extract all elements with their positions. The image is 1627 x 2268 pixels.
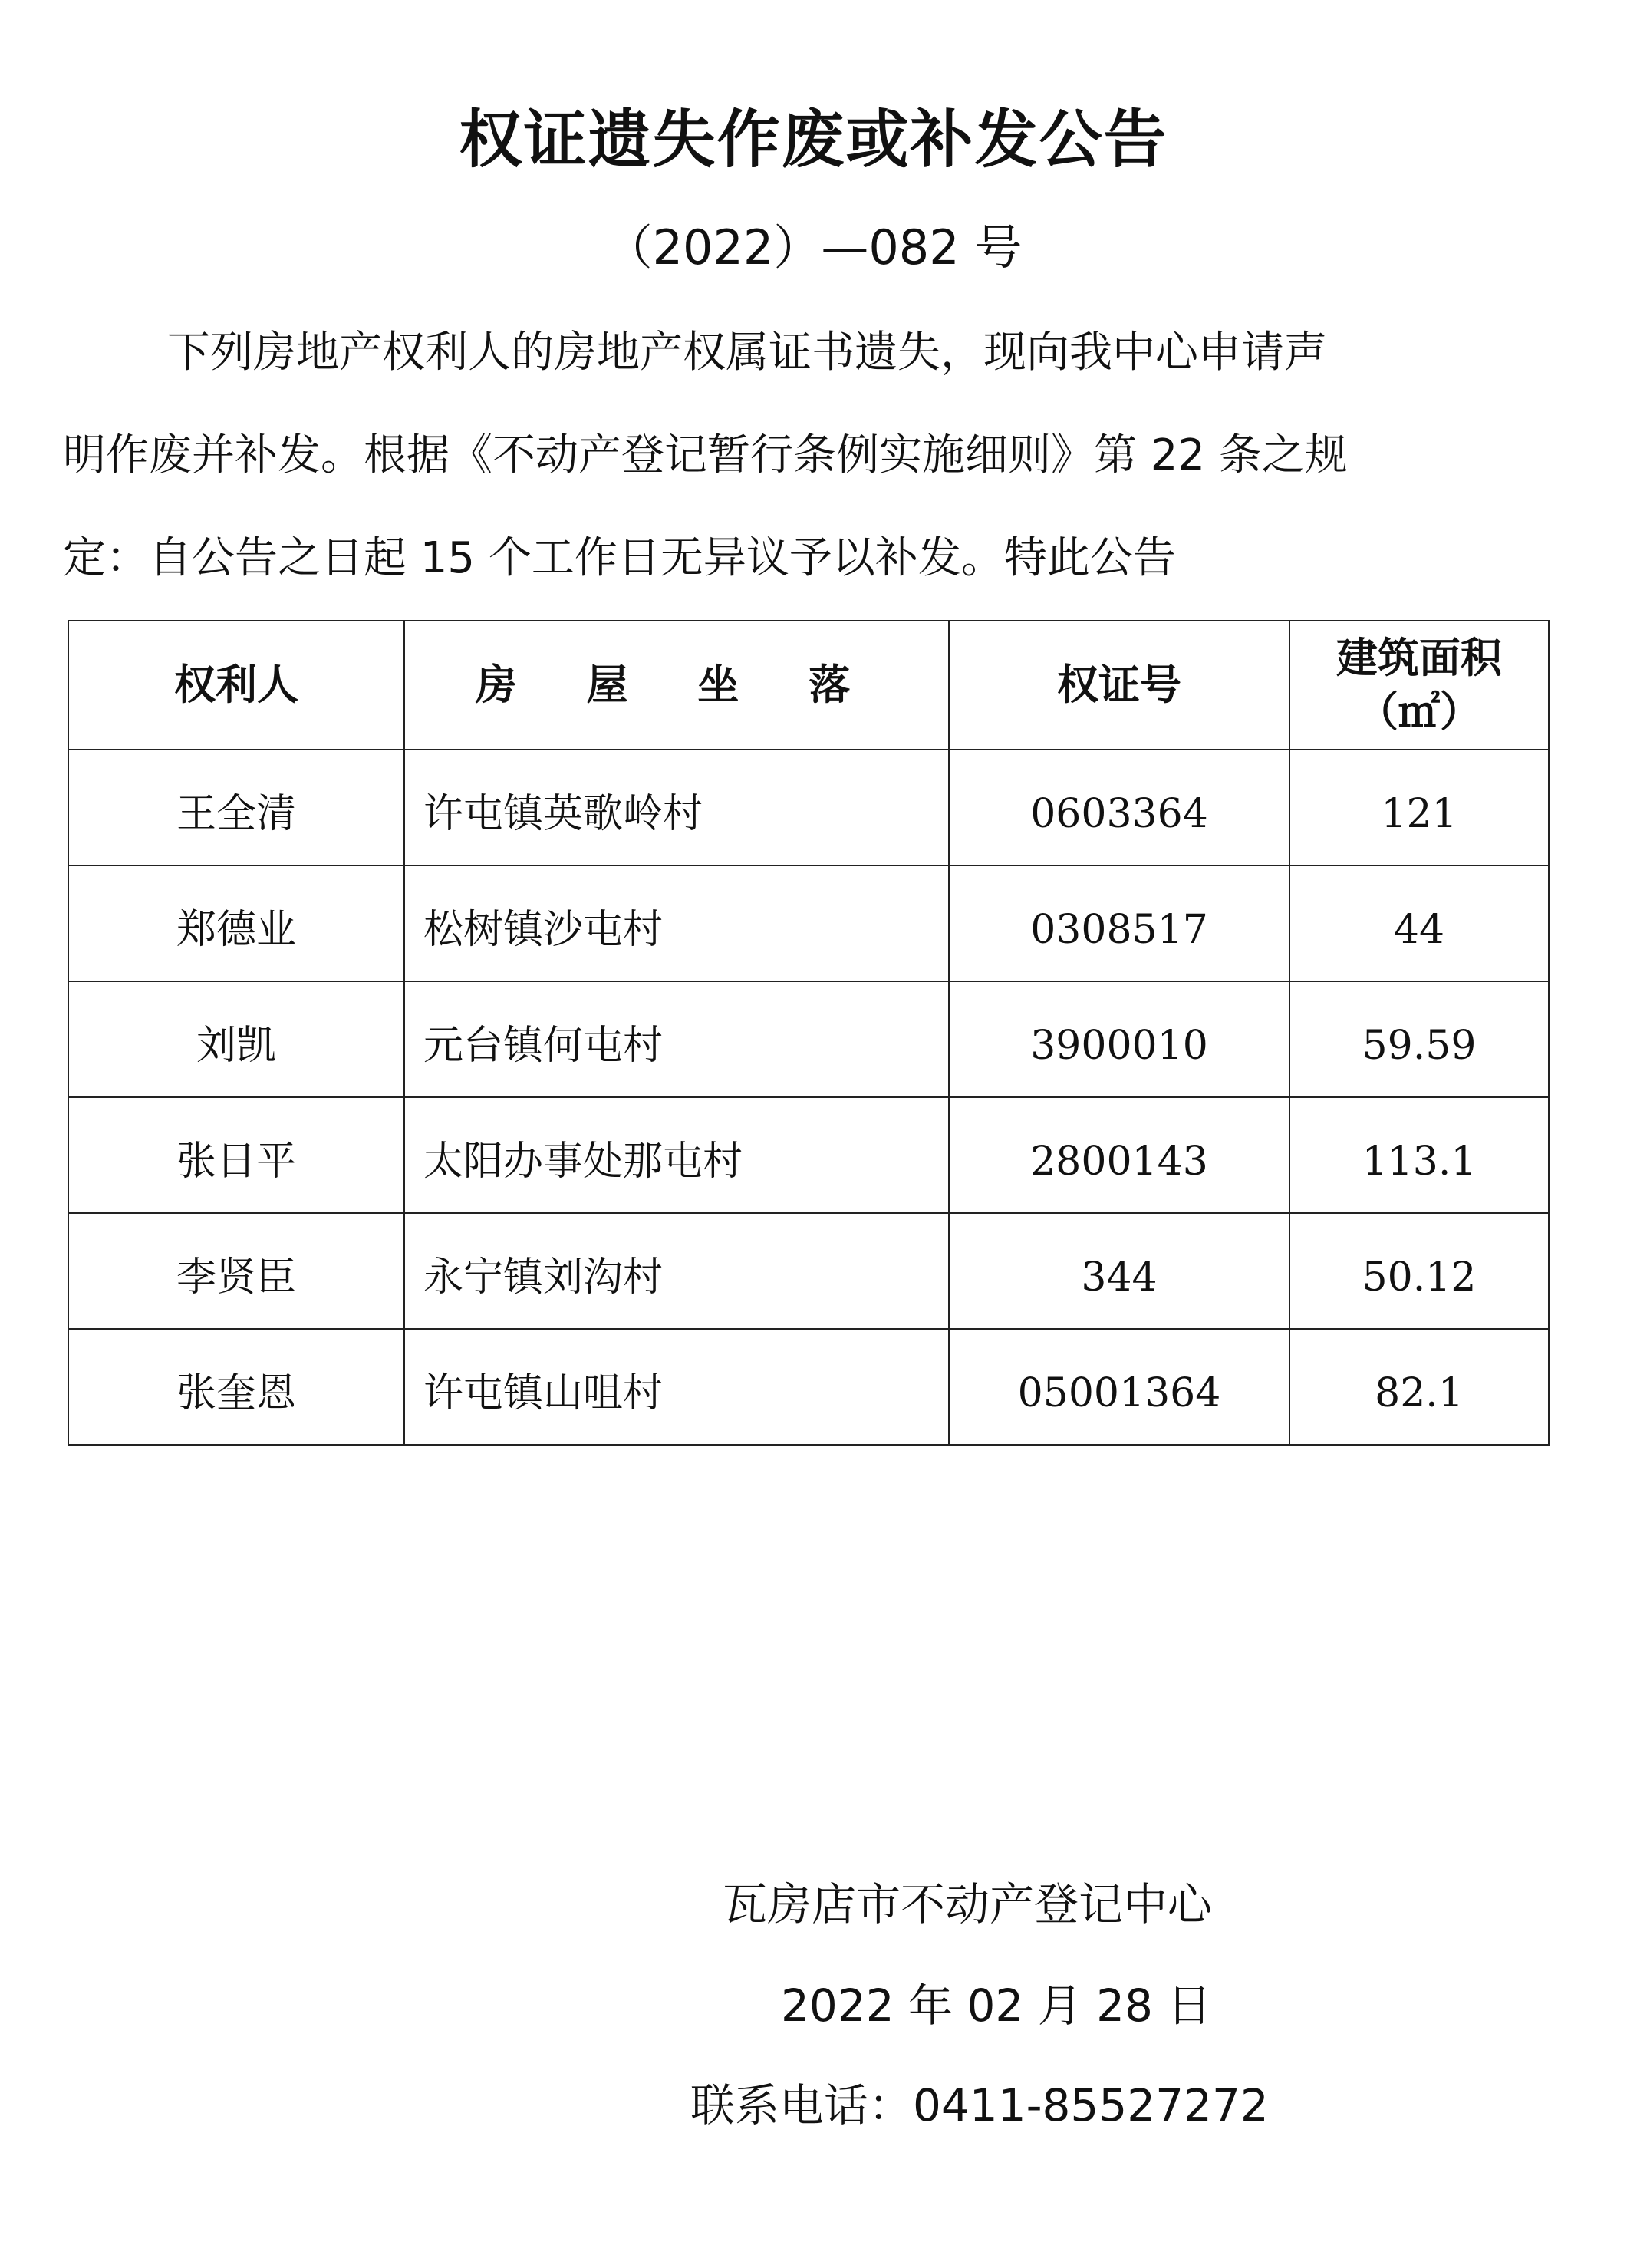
cert-no-cell <box>949 750 1289 865</box>
area-cell <box>1289 1097 1549 1213</box>
cert-no-text: 0603364 <box>1030 790 1208 837</box>
area-text: 82.1 <box>1375 1370 1464 1416</box>
owner-cell <box>68 981 404 1097</box>
body-line-3: 定：自公告之日起 15 个工作日无异议予以补发。特此公告 <box>63 533 1176 583</box>
table-row <box>68 865 1549 981</box>
header-location <box>404 621 949 750</box>
owner-cell <box>68 750 404 865</box>
owner-text: 张日平 <box>176 1138 296 1185</box>
location-text: 松树镇沙屯村 <box>423 906 664 953</box>
location-cell <box>404 1097 949 1213</box>
header-area-line2: （㎡） <box>1357 687 1481 736</box>
table-row <box>68 981 1549 1097</box>
area-cell <box>1289 981 1549 1097</box>
location-text: 永宁镇刘沟村 <box>423 1254 664 1300</box>
location-cell <box>404 981 949 1097</box>
owner-text: 刘凯 <box>196 1022 276 1069</box>
table-row <box>68 1097 1549 1213</box>
table-row <box>68 1329 1549 1445</box>
area-text: 121 <box>1381 790 1457 837</box>
area-text: 50.12 <box>1362 1254 1477 1300</box>
header-area <box>1289 621 1549 750</box>
location-cell <box>404 750 949 865</box>
owner-text: 李贤臣 <box>176 1254 296 1300</box>
cert-no-cell <box>949 1097 1289 1213</box>
issue-date: 2022 年 02 月 28 日 <box>781 1980 1212 2032</box>
location-cell <box>404 865 949 981</box>
area-text: 44 <box>1393 906 1445 953</box>
cert-no-text: 2800143 <box>1030 1138 1208 1185</box>
cert-no-cell <box>949 1213 1289 1329</box>
location-text: 许屯镇英歌岭村 <box>423 790 703 837</box>
location-cell <box>404 1213 949 1329</box>
owner-text: 张奎恩 <box>176 1370 296 1416</box>
table-header-row <box>68 621 1549 750</box>
header-owner: 权利人 <box>68 621 404 750</box>
area-cell <box>1289 1329 1549 1445</box>
area-cell <box>1289 750 1549 865</box>
area-cell <box>1289 865 1549 981</box>
location-text: 太阳办事处那屯村 <box>423 1138 743 1185</box>
owner-cell <box>68 865 404 981</box>
cert-no-text: 05001364 <box>1017 1370 1221 1416</box>
notice-title: 权证遗失作废或补发公告 <box>459 104 1168 176</box>
header-cert-no: 权证号 <box>949 621 1289 750</box>
owner-cell <box>68 1213 404 1329</box>
area-cell <box>1289 1213 1549 1329</box>
owner-text: 郑德业 <box>176 906 296 953</box>
location-text: 许屯镇山咀村 <box>423 1370 664 1416</box>
area-text: 59.59 <box>1362 1022 1477 1069</box>
header-location-label: 房 屋 坐 落 <box>475 661 878 709</box>
notice-number: （2022）—082 号 <box>604 219 1023 275</box>
header-area-line1: 建筑面积 <box>1336 634 1502 682</box>
cert-no-text: 0308517 <box>1030 906 1208 953</box>
cert-no-cell <box>949 865 1289 981</box>
body-line-1: 下列房地产权利人的房地产权属证书遗失，现向我中心申请声 <box>167 328 1327 377</box>
location-text: 元台镇何屯村 <box>423 1022 664 1069</box>
cert-no-cell <box>949 1329 1289 1445</box>
area-text: 113.1 <box>1362 1138 1477 1185</box>
location-cell <box>404 1329 949 1445</box>
cert-no-text: 344 <box>1081 1254 1158 1300</box>
owner-cell <box>68 1329 404 1445</box>
cert-no-cell <box>949 981 1289 1097</box>
table-row <box>68 750 1549 865</box>
owner-text: 王全清 <box>176 790 296 837</box>
issuing-organization: 瓦房店市不动产登记中心 <box>723 1878 1213 1930</box>
cert-no-text: 3900010 <box>1030 1022 1208 1069</box>
body-line-2: 明作废并补发。根据《不动产登记暂行条例实施细则》第 22 条之规 <box>63 430 1348 480</box>
records-table <box>68 620 1550 1446</box>
owner-cell <box>68 1097 404 1213</box>
table-row <box>68 1213 1549 1329</box>
contact-phone: 联系电话：0411-85527272 <box>690 2079 1269 2131</box>
